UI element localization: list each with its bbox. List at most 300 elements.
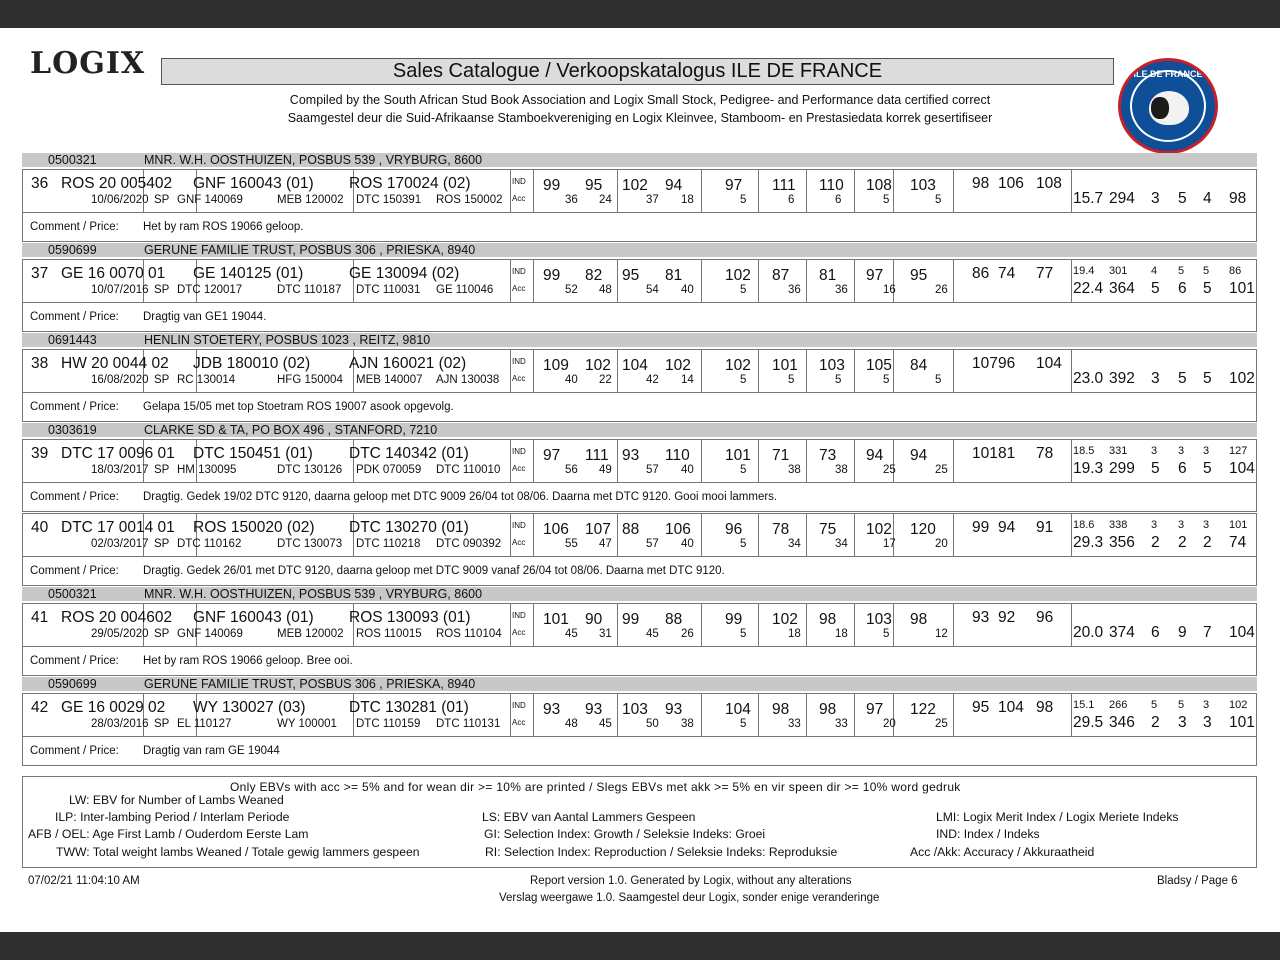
lot-number: 37	[31, 265, 49, 282]
performance-row1-value: 15.1	[1073, 699, 1095, 711]
ebv-index-value: 99	[725, 611, 743, 628]
owner-bar	[22, 153, 1257, 167]
owner-id: 0590699	[48, 243, 97, 257]
owner-bar	[22, 423, 1257, 437]
performance-row2-value: 2	[1151, 534, 1160, 551]
performance-row1-value: 3	[1178, 445, 1185, 457]
lot-number: 42	[31, 699, 49, 716]
ebv-accuracy-value: 31	[599, 628, 612, 640]
owner-id: 0691443	[48, 333, 97, 347]
ebv-accuracy-value: 5	[740, 718, 747, 730]
performance-row2-value: 3	[1178, 714, 1187, 731]
performance-row2-value: 374	[1109, 624, 1135, 641]
ebv-accuracy-value: 5	[788, 374, 795, 386]
sire-sire: DTC 110162	[177, 538, 242, 550]
selection-index-value: 91	[1036, 519, 1054, 536]
performance-row2-value: 15.7	[1073, 190, 1104, 207]
sire-dam: DTC 110187	[277, 284, 342, 296]
performance-row1-value: 3	[1151, 445, 1158, 457]
comment-label: Comment / Price:	[30, 491, 119, 503]
owner-name: HENLIN STOETERY, POSBUS 1023 , REITZ, 9810	[144, 333, 431, 347]
performance-row1-value: 338	[1109, 519, 1128, 531]
performance-row2-value: 346	[1109, 714, 1135, 731]
animal-type: SP	[154, 538, 170, 550]
legend-lmi: LMI: Logix Merit Index / Logix Meriete Indeks	[936, 810, 1179, 824]
dam-sire: ROS 110015	[356, 628, 422, 640]
selection-index-value: 98	[972, 175, 990, 192]
legend-tww: TWW: Total weight lambs Weaned / Totale gewig lammers gespeen	[56, 845, 420, 859]
ebv-accuracy-value: 40	[681, 284, 694, 296]
animal-id: GE 16 0029 02	[61, 699, 166, 716]
ebv-index-value: 108	[866, 177, 892, 194]
bottom-dark-bar	[0, 932, 1280, 960]
ebv-index-value: 81	[665, 267, 683, 284]
ebv-index-value: 98	[910, 611, 928, 628]
performance-row1-value: 266	[1109, 699, 1128, 711]
ebv-index-value: 101	[725, 447, 751, 464]
ebv-index-value: 102	[585, 357, 611, 374]
performance-row2-value: 104	[1229, 624, 1255, 641]
birth-date: 29/05/2020	[91, 628, 149, 640]
performance-row2-value: 5	[1178, 190, 1187, 207]
comment-text: Dragtig van ram GE 19044	[143, 745, 280, 757]
performance-row2-value: 2	[1178, 534, 1187, 551]
sire-id: GNF 160043 (01)	[193, 175, 314, 192]
performance-row1-value: 86	[1229, 265, 1242, 277]
performance-row2-value: 2	[1203, 534, 1212, 551]
animal-type: SP	[154, 374, 170, 386]
animal-type: SP	[154, 628, 170, 640]
ebv-accuracy-value: 20	[883, 718, 896, 730]
comment-label: Comment / Price:	[30, 311, 119, 323]
performance-row2-value: 20.0	[1073, 624, 1104, 641]
ebv-index-value: 110	[819, 177, 844, 194]
performance-row2-value: 299	[1109, 460, 1135, 477]
ebv-accuracy-value: 38	[788, 464, 801, 476]
performance-row2-value: 5	[1203, 460, 1212, 477]
ebv-index-value: 105	[866, 357, 892, 374]
logix-logo: LOGIX	[30, 46, 146, 81]
performance-row2-value: 101	[1229, 280, 1255, 297]
performance-row2-value: 6	[1151, 624, 1160, 641]
lot-number: 39	[31, 445, 49, 462]
ebv-index-value: 102	[866, 521, 892, 538]
ebv-accuracy-value: 5	[740, 284, 747, 296]
ebv-index-value: 97	[866, 701, 884, 718]
dam-dam: DTC 110131	[436, 718, 501, 730]
sire-sire: HM 130095	[177, 464, 237, 476]
selection-index-value: 104	[1036, 355, 1062, 372]
ebv-accuracy-value: 25	[883, 464, 896, 476]
selection-index-value: 94	[998, 519, 1016, 536]
comment-text: Gelapa 15/05 met top Stoetram ROS 19007 asook opgevolg.	[143, 401, 454, 413]
ebv-accuracy-value: 6	[788, 194, 795, 206]
comment-text: Dragtig van GE1 19044.	[143, 311, 267, 323]
sire-id: JDB 180010 (02)	[193, 355, 311, 372]
dam-id: ROS 170024 (02)	[349, 175, 471, 192]
dam-id: DTC 140342 (01)	[349, 445, 469, 462]
ebv-accuracy-value: 5	[740, 194, 747, 206]
ind-label: IND	[512, 447, 526, 456]
sire-sire: GNF 140069	[177, 628, 243, 640]
sire-id: WY 130027 (03)	[193, 699, 306, 716]
ebv-accuracy-value: 49	[599, 464, 612, 476]
ebv-accuracy-value: 48	[565, 718, 578, 730]
footer-report-af: Verslag weergawe 1.0. Saamgestel deur Logix, sonder enige veranderinge	[499, 892, 880, 904]
performance-row2-value: 5	[1203, 280, 1212, 297]
acc-label: Acc	[512, 718, 526, 727]
ebv-accuracy-value: 33	[835, 718, 848, 730]
ebv-index-value: 98	[772, 701, 790, 718]
performance-row2-value: 102	[1229, 370, 1255, 387]
animal-id: GE 16 0070 01	[61, 265, 166, 282]
performance-row1-value: 3	[1151, 519, 1158, 531]
sire-sire: DTC 120017	[177, 284, 243, 296]
ebv-accuracy-value: 5	[835, 374, 842, 386]
ebv-accuracy-value: 33	[788, 718, 801, 730]
lot-number: 36	[31, 175, 49, 192]
ebv-index-value: 111	[585, 447, 609, 464]
acc-label: Acc	[512, 284, 526, 293]
sire-sire: EL 110127	[177, 718, 232, 730]
ebv-index-value: 95	[585, 177, 603, 194]
comment-text: Het by ram ROS 19066 geloop. Bree ooi.	[143, 655, 353, 667]
performance-row1-value: 3	[1203, 519, 1210, 531]
performance-row2-value: 3	[1151, 370, 1160, 387]
dam-dam: GE 110046	[436, 284, 494, 296]
performance-row2-value: 7	[1203, 624, 1212, 641]
ebv-index-value: 90	[585, 611, 603, 628]
dam-dam: ROS 110104	[436, 628, 502, 640]
ebv-accuracy-value: 24	[599, 194, 612, 206]
footer-page: Bladsy / Page 6	[1157, 875, 1238, 887]
ebv-accuracy-value: 52	[565, 284, 578, 296]
performance-row1-value: 5	[1203, 265, 1210, 277]
ind-label: IND	[512, 611, 526, 620]
owner-id: 0500321	[48, 587, 97, 601]
animal-id: ROS 20 005402	[61, 175, 173, 192]
dam-dam: AJN 130038	[436, 374, 500, 386]
performance-row2-value: 6	[1178, 280, 1187, 297]
comment-row	[22, 646, 1257, 676]
ebv-accuracy-value: 55	[565, 538, 578, 550]
acc-label: Acc	[512, 538, 526, 547]
ebv-index-value: 95	[910, 267, 928, 284]
ebv-index-value: 99	[622, 611, 640, 628]
ebv-accuracy-value: 38	[835, 464, 848, 476]
comment-label: Comment / Price:	[30, 655, 119, 667]
ebv-accuracy-value: 34	[788, 538, 801, 550]
comment-row	[22, 392, 1257, 422]
ebv-index-value: 99	[543, 177, 561, 194]
ebv-accuracy-value: 57	[646, 538, 659, 550]
ebv-accuracy-value: 20	[935, 538, 948, 550]
ebv-index-value: 88	[622, 521, 640, 538]
ebv-index-value: 101	[772, 357, 798, 374]
comment-row	[22, 736, 1257, 766]
performance-row2-value: 6	[1178, 460, 1187, 477]
selection-index-value: 81	[998, 445, 1016, 462]
legend-lw: LW: EBV for Number of Lambs Weaned	[69, 793, 284, 807]
owner-name: GERUNE FAMILIE TRUST, POSBUS 306 , PRIESKA, 8940	[144, 677, 476, 691]
selection-index-value: 106	[998, 175, 1024, 192]
sire-id: ROS 150020 (02)	[193, 519, 315, 536]
owner-id: 0590699	[48, 677, 97, 691]
comment-row	[22, 302, 1257, 332]
birth-date: 02/03/2017	[91, 538, 149, 550]
performance-row2-value: 294	[1109, 190, 1135, 207]
animal-record	[22, 349, 1257, 393]
lot-number: 40	[31, 519, 49, 536]
ebv-index-value: 103	[866, 611, 892, 628]
dam-id: ROS 130093 (01)	[349, 609, 471, 626]
ebv-accuracy-value: 34	[835, 538, 848, 550]
ebv-accuracy-value: 22	[599, 374, 612, 386]
emblem-text: ILE DE FRANCE	[1133, 69, 1203, 79]
sire-sire: RC 130014	[177, 374, 236, 386]
selection-index-value: 86	[972, 265, 990, 282]
ebv-accuracy-value: 5	[883, 628, 890, 640]
performance-row1-value: 331	[1109, 445, 1128, 457]
lot-number: 38	[31, 355, 49, 372]
comment-text: Dragtig. Gedek 19/02 DTC 9120, daarna geloop met DTC 9009 26/04 tot 08/06. Daarna met DTC 9120. Gooi mooi lammers.	[143, 491, 778, 503]
performance-row1-value: 18.5	[1073, 445, 1095, 457]
ebv-accuracy-value: 5	[740, 374, 747, 386]
ebv-accuracy-value: 40	[565, 374, 578, 386]
performance-row2-value: 22.4	[1073, 280, 1104, 297]
ebv-index-value: 103	[819, 357, 845, 374]
ebv-index-value: 93	[622, 447, 640, 464]
performance-row2-value: 29.5	[1073, 714, 1104, 731]
ebv-index-value: 97	[725, 177, 743, 194]
ebv-accuracy-value: 6	[835, 194, 842, 206]
performance-row1-value: 101	[1229, 519, 1248, 531]
ebv-accuracy-value: 57	[646, 464, 659, 476]
ebv-index-value: 87	[772, 267, 790, 284]
ind-label: IND	[512, 177, 526, 186]
sire-id: DTC 150451 (01)	[193, 445, 313, 462]
performance-row2-value: 3	[1203, 714, 1212, 731]
legend	[22, 776, 1257, 868]
ebv-accuracy-value: 45	[646, 628, 659, 640]
dam-id: GE 130094 (02)	[349, 265, 460, 282]
sire-id: GE 140125 (01)	[193, 265, 304, 282]
owner-bar	[22, 243, 1257, 257]
footer-datetime: 07/02/21 11:04:10 AM	[28, 875, 140, 887]
selection-index-value: 108	[1036, 175, 1062, 192]
animal-record	[22, 169, 1257, 213]
sire-sire: GNF 140069	[177, 194, 243, 206]
compiled-afrikaans: Saamgestel deur die Suid-Afrikaanse Stamboekvereniging en Logix Kleinvee, Stamboom- en Prestasiedata korrek gesertifiseer	[287, 111, 993, 125]
ebv-accuracy-value: 5	[740, 628, 747, 640]
dam-sire: DTC 110218	[356, 538, 421, 550]
owner-bar	[22, 677, 1257, 691]
performance-row1-value: 4	[1151, 265, 1158, 277]
legend-ls: LS: EBV van Aantal Lammers Gespeen	[482, 810, 696, 824]
owner-id: 0500321	[48, 153, 97, 167]
animal-record	[22, 693, 1257, 737]
ebv-accuracy-value: 45	[565, 628, 578, 640]
ebv-accuracy-value: 56	[565, 464, 578, 476]
legend-ind: IND: Index / Indeks	[936, 827, 1040, 841]
ebv-accuracy-value: 18	[681, 194, 694, 206]
selection-index-value: 96	[1036, 609, 1054, 626]
ebv-index-value: 94	[866, 447, 884, 464]
performance-row1-value: 301	[1109, 265, 1128, 277]
acc-label: Acc	[512, 464, 526, 473]
performance-row1-value: 5	[1178, 699, 1185, 711]
performance-row2-value: 5	[1151, 460, 1160, 477]
ebv-index-value: 102	[622, 177, 648, 194]
legend-ilp: ILP: Inter-lambing Period / Interlam Periode	[55, 810, 290, 824]
ebv-accuracy-value: 26	[681, 628, 694, 640]
ebv-index-value: 75	[819, 521, 837, 538]
animal-id: DTC 17 0096 01	[61, 445, 175, 462]
legend-afb: AFB / OEL: Age First Lamb / Ouderdom Eerste Lam	[28, 827, 309, 841]
ebv-accuracy-value: 50	[646, 718, 659, 730]
owner-bar	[22, 587, 1257, 601]
selection-index-value: 101	[972, 445, 998, 462]
animal-type: SP	[154, 284, 170, 296]
dam-sire: DTC 110031	[356, 284, 421, 296]
sire-dam: DTC 130073	[277, 538, 343, 550]
selection-index-value: 98	[1036, 699, 1054, 716]
performance-row2-value: 5	[1151, 280, 1160, 297]
ebv-index-value: 102	[725, 267, 751, 284]
ebv-accuracy-value: 47	[599, 538, 612, 550]
animal-type: SP	[154, 718, 170, 730]
performance-row2-value: 74	[1229, 534, 1247, 551]
ebv-accuracy-value: 36	[835, 284, 848, 296]
dam-sire: DTC 110159	[356, 718, 421, 730]
ebv-index-value: 93	[665, 701, 683, 718]
sire-dam: MEB 120002	[277, 628, 344, 640]
ebv-index-value: 102	[665, 357, 691, 374]
performance-row1-value: 5	[1151, 699, 1158, 711]
sire-dam: HFG 150004	[277, 374, 343, 386]
owner-name: MNR. W.H. OOSTHUIZEN, POSBUS 539 , VRYBURG, 8600	[144, 587, 483, 601]
performance-row2-value: 364	[1109, 280, 1135, 297]
ebv-index-value: 122	[910, 701, 936, 718]
ebv-accuracy-value: 5	[740, 538, 747, 550]
ind-label: IND	[512, 701, 526, 710]
ebv-accuracy-value: 26	[935, 284, 948, 296]
ebv-index-value: 99	[543, 267, 561, 284]
comment-label: Comment / Price:	[30, 401, 119, 413]
ebv-index-value: 107	[585, 521, 611, 538]
ebv-accuracy-value: 5	[935, 374, 942, 386]
dam-id: DTC 130270 (01)	[349, 519, 469, 536]
sire-dam: DTC 130126	[277, 464, 343, 476]
performance-row2-value: 392	[1109, 370, 1135, 387]
performance-row2-value: 101	[1229, 714, 1255, 731]
ebv-index-value: 96	[725, 521, 743, 538]
owner-name: CLARKE SD & TA, PO BOX 496 , STANFORD, 7210	[144, 423, 438, 437]
birth-date: 16/08/2020	[91, 374, 149, 386]
ebv-index-value: 102	[772, 611, 798, 628]
selection-index-value: 93	[972, 609, 990, 626]
ebv-accuracy-value: 5	[740, 464, 747, 476]
ebv-accuracy-value: 25	[935, 464, 948, 476]
ebv-accuracy-value: 14	[681, 374, 694, 386]
ebv-accuracy-value: 38	[681, 718, 694, 730]
selection-index-value: 74	[998, 265, 1016, 282]
ebv-accuracy-value: 16	[883, 284, 896, 296]
comment-label: Comment / Price:	[30, 745, 119, 757]
performance-row1-value: 3	[1203, 699, 1210, 711]
selection-index-value: 77	[1036, 265, 1054, 282]
acc-label: Acc	[512, 194, 526, 203]
ebv-index-value: 73	[819, 447, 837, 464]
dam-sire: PDK 070059	[356, 464, 422, 476]
selection-index-value: 95	[972, 699, 990, 716]
performance-row1-value: 102	[1229, 699, 1248, 711]
ebv-index-value: 94	[910, 447, 928, 464]
performance-row2-value: 4	[1203, 190, 1212, 207]
animal-record	[22, 513, 1257, 557]
dam-id: DTC 130281 (01)	[349, 699, 469, 716]
comment-text: Het by ram ROS 19066 geloop.	[143, 221, 304, 233]
comment-row	[22, 482, 1257, 512]
ebv-index-value: 109	[543, 357, 569, 374]
ind-label: IND	[512, 521, 526, 530]
dam-dam: ROS 150002	[436, 194, 503, 206]
top-dark-bar	[0, 0, 1280, 28]
performance-row1-value: 127	[1229, 445, 1248, 457]
selection-index-value: 96	[998, 355, 1016, 372]
compiled-english: Compiled by the South African Stud Book Association and Logix Small Stock, Pedigree- and Performance data certified correct	[289, 93, 991, 107]
ebv-index-value: 110	[665, 447, 690, 464]
dam-sire: DTC 150391	[356, 194, 422, 206]
ebv-accuracy-value: 36	[788, 284, 801, 296]
performance-row2-value: 9	[1178, 624, 1187, 641]
dam-sire: MEB 140007	[356, 374, 423, 386]
ebv-index-value: 71	[772, 447, 790, 464]
performance-row2-value: 5	[1178, 370, 1187, 387]
performance-row1-value: 18.6	[1073, 519, 1095, 531]
selection-index-value: 99	[972, 519, 990, 536]
animal-id: ROS 20 004602	[61, 609, 173, 626]
performance-row2-value: 19.3	[1073, 460, 1104, 477]
ebv-accuracy-value: 36	[565, 194, 578, 206]
ebv-accuracy-value: 45	[599, 718, 612, 730]
ebv-index-value: 84	[910, 357, 928, 374]
animal-record	[22, 259, 1257, 303]
performance-row1-value: 3	[1178, 519, 1185, 531]
ebv-index-value: 97	[543, 447, 561, 464]
ebv-index-value: 97	[866, 267, 884, 284]
ebv-index-value: 106	[665, 521, 691, 538]
animal-record	[22, 603, 1257, 647]
birth-date: 18/03/2017	[91, 464, 149, 476]
comment-row	[22, 212, 1257, 242]
ebv-index-value: 102	[725, 357, 751, 374]
birth-date: 10/06/2020	[91, 194, 149, 206]
owner-id: 0303619	[48, 423, 97, 437]
performance-row1-value: 3	[1203, 445, 1210, 457]
legend-acc: Acc /Akk: Accuracy / Akkuraatheid	[910, 845, 1095, 859]
ebv-accuracy-value: 48	[599, 284, 612, 296]
ebv-accuracy-value: 40	[681, 538, 694, 550]
ebv-accuracy-value: 17	[883, 538, 896, 550]
comment-text: Dragtig. Gedek 26/01 met DTC 9120, daarna geloop met DTC 9009 vanaf 26/04 tot 08/06. Daarna met DTC 9120.	[143, 565, 725, 577]
sire-id: GNF 160043 (01)	[193, 609, 314, 626]
animal-type: SP	[154, 194, 170, 206]
ebv-accuracy-value: 12	[935, 628, 948, 640]
lot-number: 41	[31, 609, 49, 626]
ebv-index-value: 93	[543, 701, 561, 718]
ebv-index-value: 101	[543, 611, 569, 628]
